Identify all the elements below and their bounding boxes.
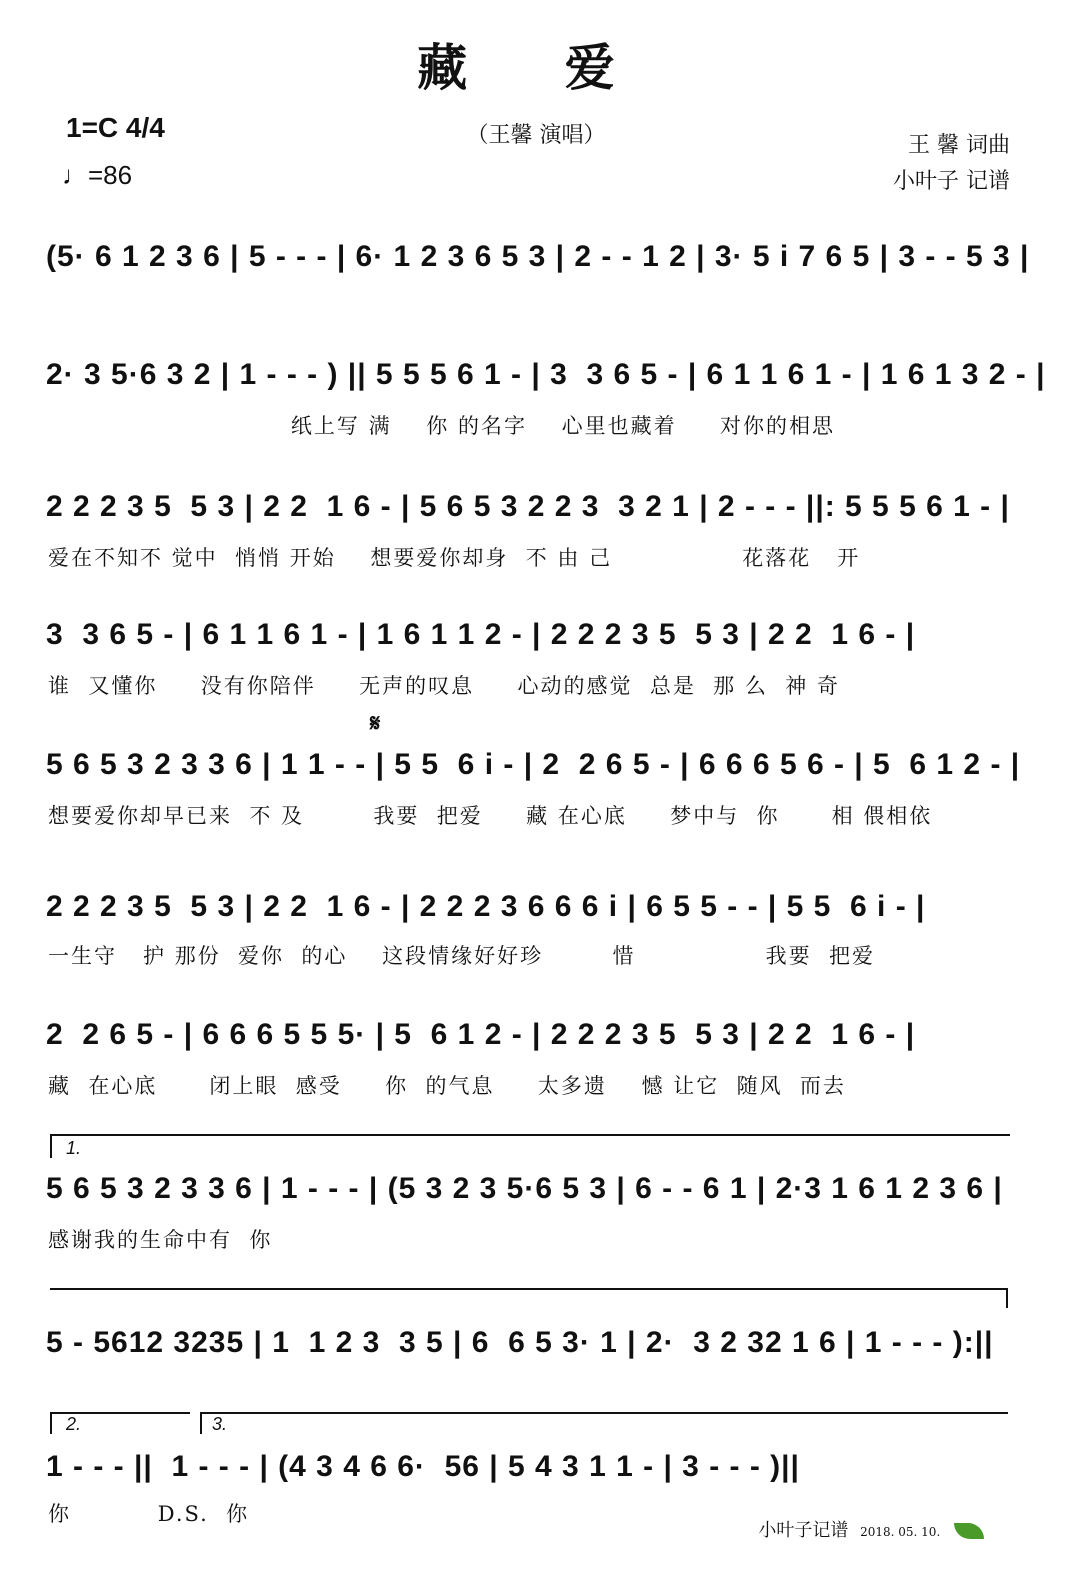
- score-row-6-lyrics: 一生守 护 那份 爱你 的心 这段情缘好好珍 惜 我要 把爱: [48, 944, 875, 968]
- volta-3-bracket-edge: [200, 1412, 202, 1434]
- score-row-10-lyrics: 你 D.S. 你: [48, 1502, 250, 1526]
- score-row-2-lyrics: 纸上写 满 你 的名字 心里也藏着 对你的相思: [48, 414, 836, 438]
- score-row-1-notes: (5· 6 1 2 3 6 | 5 - - - | 6· 1 2 3 6 5 3 | 2 - - 1 2 | 3· 5 i 7 6 5 | 3 - - 5 3 |: [46, 240, 1030, 273]
- score-row-5-lyrics: 想要爱你却早已来 不 及 我要 把爱 藏 在心底 梦中与 你 相 偎相依: [48, 804, 933, 828]
- composer-credit: 王 馨 词曲: [908, 133, 1010, 158]
- transcriber-credit: 小叶子 记谱: [893, 169, 1010, 194]
- tempo-marking: ♩=86: [62, 160, 133, 190]
- key-signature: 1=C 4/4: [66, 112, 165, 143]
- score-row-5-notes: 5 6 5 3 2 3 3 6 | 1 1 - - | 5 5 6 i - | 2 2 6 5 - | 6 6 6 5 6 - | 5 6 1 2 - |: [46, 748, 1021, 781]
- footer-text: 小叶子记谱: [758, 1520, 849, 1541]
- score-row-3-lyrics: 爱在不知不 觉中 悄悄 开始 想要爱你却身 不 由 己 花落花 开: [48, 546, 861, 570]
- singer-credit: （王馨 演唱）: [466, 123, 606, 148]
- song-title: 藏 爱: [417, 38, 655, 97]
- volta-1-bracket-continuation: [50, 1288, 1008, 1290]
- score-row-8-notes: 5 6 5 3 2 3 3 6 | 1 - - - | (5 3 2 3 5·6 5 3 | 6 - - 6 1 | 2·3 1 6 1 2 3 6 |: [46, 1172, 1003, 1205]
- volta-2-label: 2.: [66, 1414, 82, 1434]
- score-row-7-lyrics: 藏 在心底 闭上眼 感受 你 的气息 太多遗 憾 让它 随风 而去: [48, 1074, 846, 1098]
- volta-1-label: 1.: [66, 1138, 82, 1158]
- score-row-9-notes: 5 - 5612 3235 | 1 1 2 3 3 5 | 6 6 5 3· 1 | 2· 3 2 32 1 6 | 1 - - - ):||: [46, 1326, 994, 1359]
- volta-1-bracket-end: [1006, 1288, 1008, 1308]
- footer-date: 2018. 05. 10.: [860, 1525, 941, 1539]
- score-row-8-lyrics: 感谢我的生命中有 你: [48, 1228, 273, 1252]
- volta-3-bracket: [200, 1412, 1008, 1414]
- score-row-3-notes: 2 2 2 3 5 5 3 | 2 2 1 6 - | 5 6 5 3 2 2 3 3 2 1 | 2 - - - ||: 5 5 5 6 1 - |: [46, 490, 1010, 523]
- score-row-7-notes: 2 2 6 5 - | 6 6 6 5 5 5· | 5 6 1 2 - | 2 2 2 3 5 5 3 | 2 2 1 6 - |: [46, 1018, 916, 1051]
- volta-2-bracket-edge: [50, 1412, 52, 1434]
- footer-signature: [758, 1516, 984, 1542]
- volta-3-label: 3.: [212, 1414, 228, 1434]
- score-row-4-lyrics: 谁 又懂你 没有你陪伴 无声的叹息 心动的感觉 总是 那 么 神 奇: [48, 674, 840, 698]
- score-row-10-notes: 1 - - - || 1 - - - | (4 3 4 6 6· 56 | 5 4 3 1 1 - | 3 - - - )||: [46, 1450, 800, 1483]
- score-row-2-notes: 2· 3 5·6 3 2 | 1 - - - ) || 5 5 5 6 1 - | 3 3 6 5 - | 6 1 1 6 1 - | 1 6 1 3 2 - |: [46, 358, 1046, 391]
- score-row-4-notes: 3 3 6 5 - | 6 1 1 6 1 - | 1 6 1 1 2 - | 2 2 2 3 5 5 3 | 2 2 1 6 - |: [46, 618, 916, 651]
- leaf-icon: [954, 1523, 984, 1539]
- volta-1-bracket: [50, 1134, 1010, 1136]
- score-row-6-notes: 2 2 2 3 5 5 3 | 2 2 1 6 - | 2 2 2 3 6 6 6 i | 6 5 5 - - | 5 5 6 i - |: [46, 890, 926, 923]
- segno-sign: 𝄋: [370, 708, 381, 737]
- volta-1-bracket-edge: [50, 1134, 52, 1158]
